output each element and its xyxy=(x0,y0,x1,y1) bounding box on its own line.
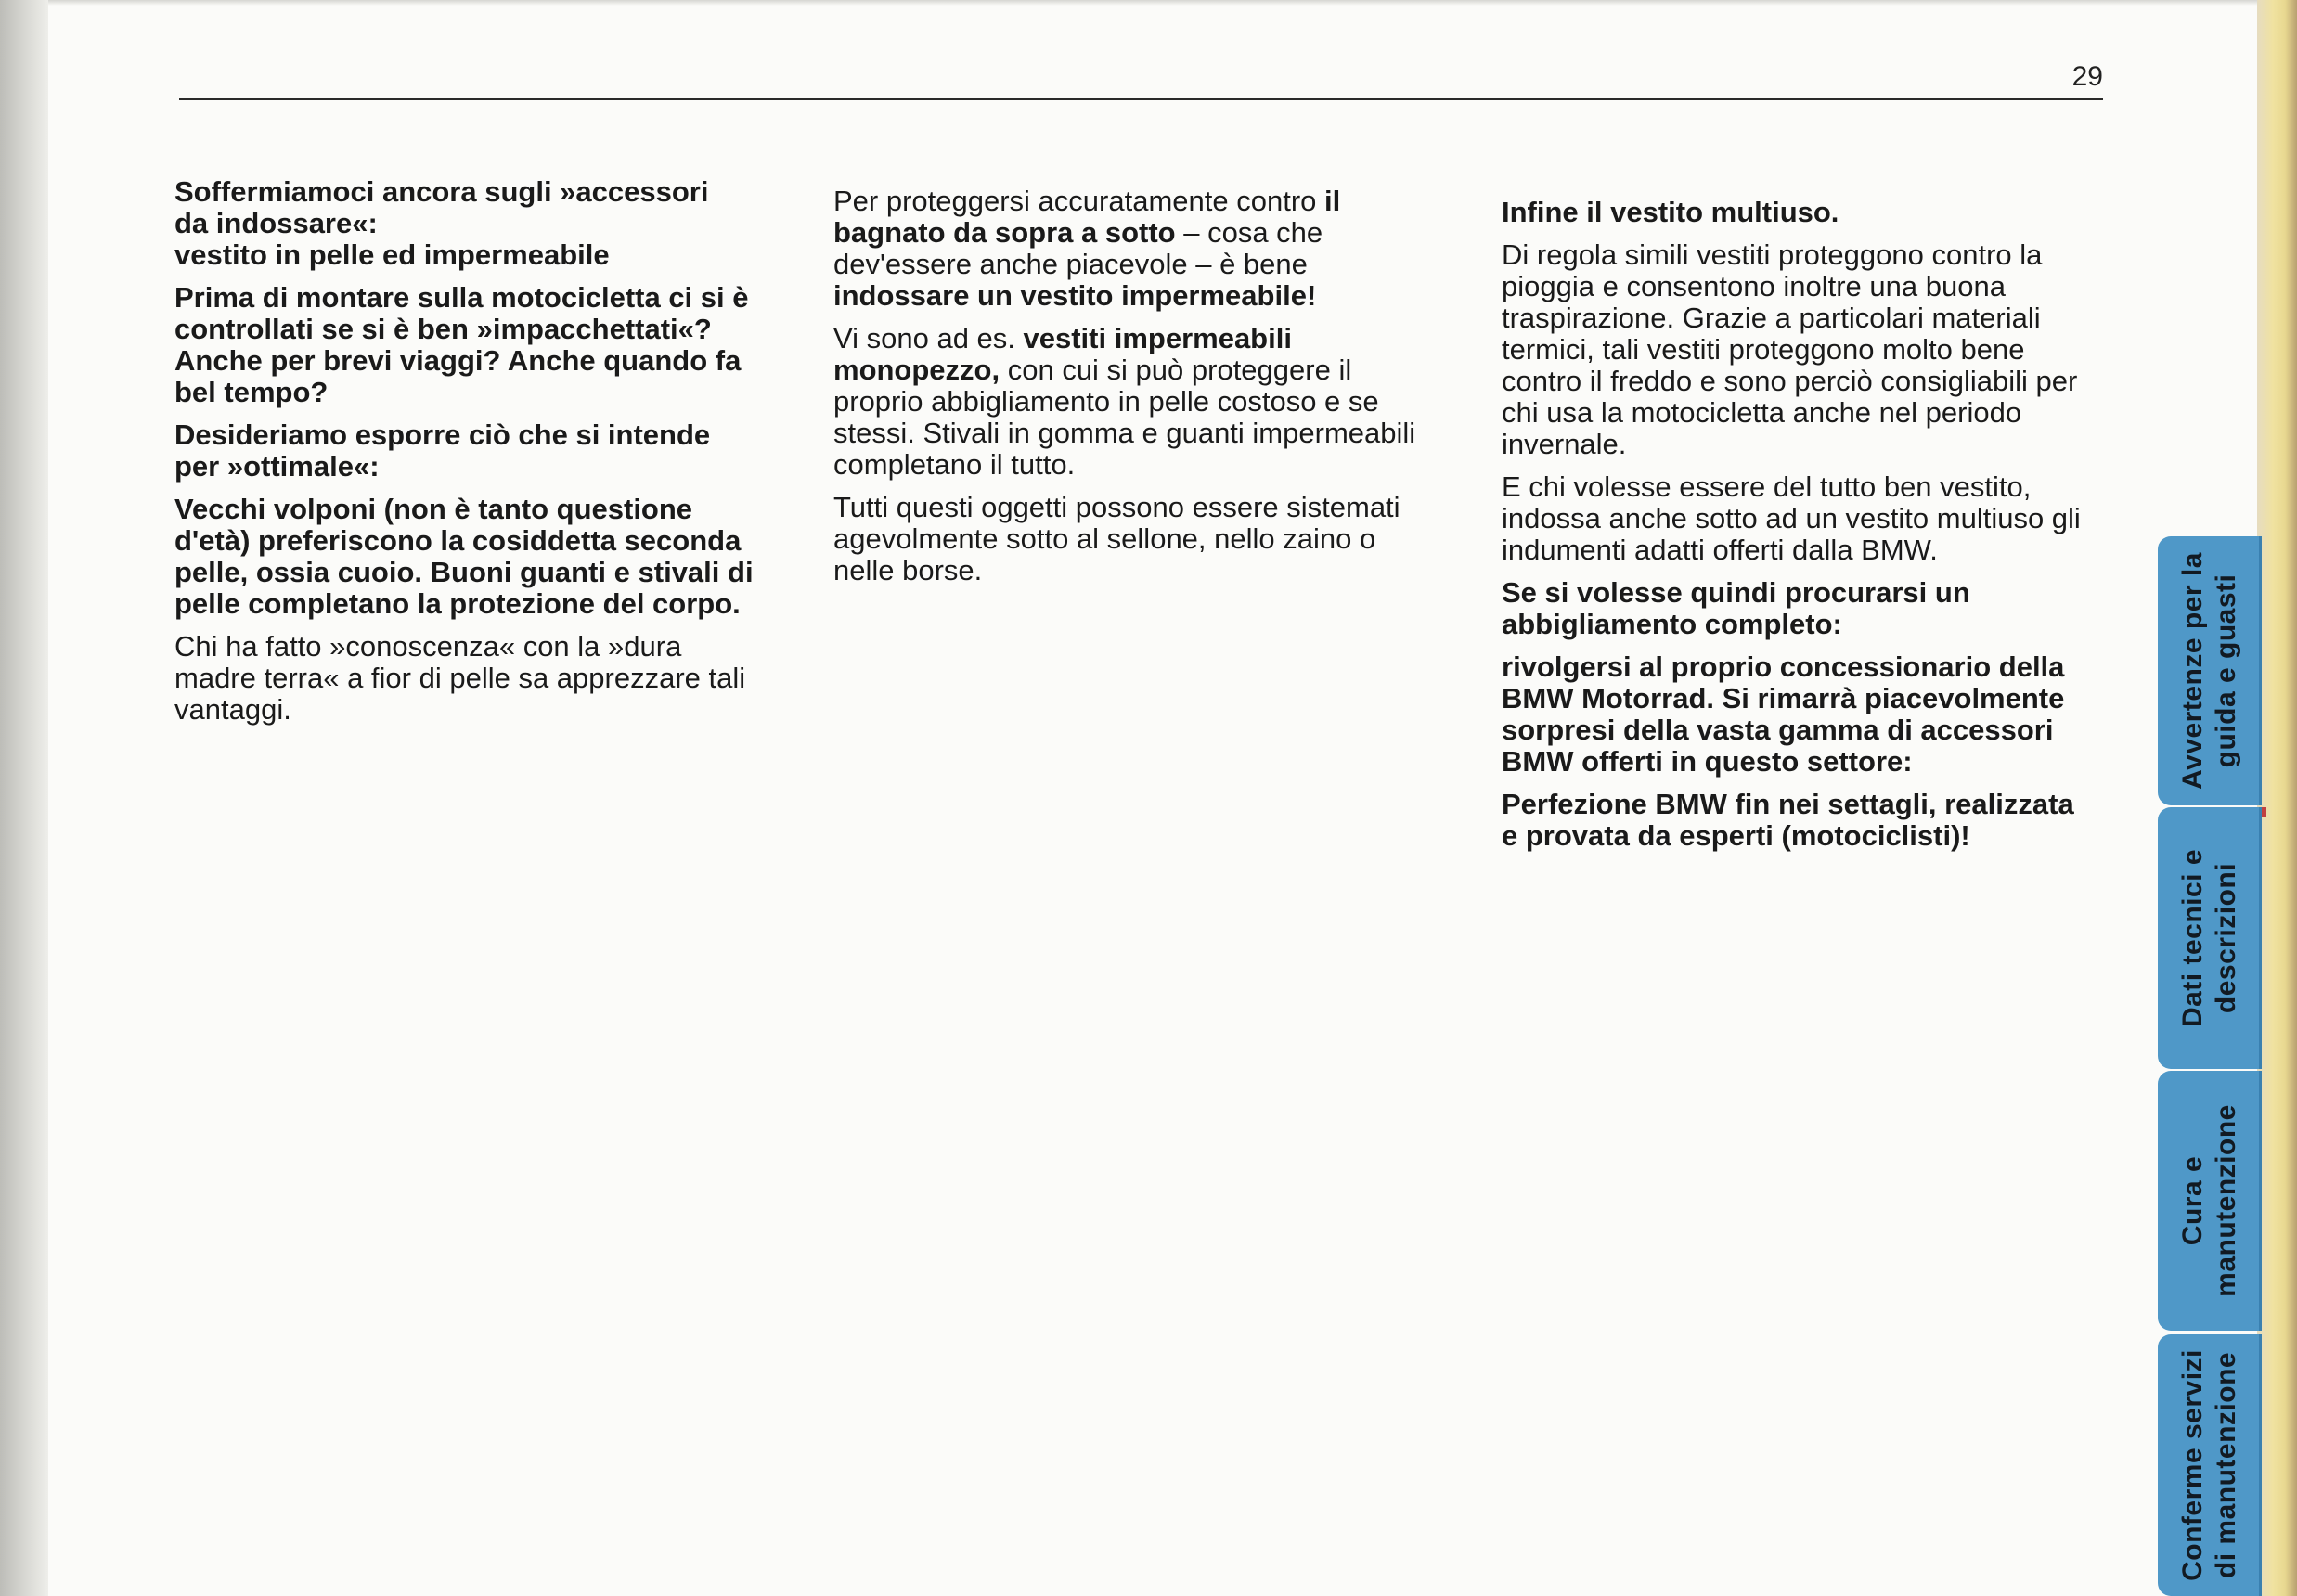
tab-label xyxy=(2176,849,2243,1027)
tab-label-line-1: Cura e xyxy=(2177,1155,2208,1246)
page-number: 29 xyxy=(2071,61,2103,92)
tab-label-line-2: manutenzione xyxy=(2211,1104,2241,1297)
paragraph-optimal: Desideriamo esporre ciò che si intende per »ottimale«: xyxy=(174,418,711,483)
paragraph-leather: Vecchi volponi (non è tanto questione d'età) preferiscono la cosiddetta seconda pelle, ossia cuoio. Buoni guanti e stivali di pelle completano la protezione del corpo. xyxy=(174,493,754,620)
tab-label-line-2: descrizioni xyxy=(2211,862,2241,1014)
page-top-edge xyxy=(48,0,2257,6)
paragraph-storage: Tutti questi oggetti possono essere sistemati agevolmente sotto al sellone, nello zaino o nelle borse. xyxy=(833,491,1400,586)
tab-label xyxy=(2176,1349,2243,1581)
emphasis-raincoat: indossare un vestito impermeabile! xyxy=(833,279,1317,312)
paragraph-complete-outfit: Se si volesse quindi procurarsi un abbigliamento completo: xyxy=(1502,576,1970,640)
header-rule xyxy=(179,98,2103,100)
paragraph-well-dressed: E chi volesse essere del tutto ben vestito, indossa anche sotto ad un vestito multiuso gli indumenti adatti offerti dalla BMW. xyxy=(1502,470,2081,566)
paragraph-multiuse: Di regola simili vestiti proteggono contro la pioggia e consentono inoltre una buona traspirazione. Grazie a particolari materiali termici, tali vestiti proteggono molto bene contro il freddo e sono perciò consigliabili per chi usa la motocicletta anche nel periodo invernale. xyxy=(1502,238,2078,460)
tab-technical-data[interactable] xyxy=(2158,807,2262,1069)
paragraph-perfection: Perfezione BMW fin nei settagli, realizzata e provata da esperti (motociclisti)! xyxy=(1502,788,2074,852)
paragraph-onepiece xyxy=(833,323,1427,481)
tab-care-maintenance[interactable] xyxy=(2158,1071,2262,1331)
page-right-edge xyxy=(2257,0,2297,1596)
column-right xyxy=(1502,197,2096,863)
emphasis-wet: il bagnato da sopra a sotto xyxy=(833,185,1341,249)
paragraph-questions: Prima di montare sulla motocicletta ci si è controllati se si è ben »impacchettati«? Anche per brevi viaggi? Anche quando fa bel tempo? xyxy=(174,281,749,408)
tab-label-line-2: guida e guasti xyxy=(2211,573,2241,768)
tab-label-line-2: di manutenzione xyxy=(2211,1351,2241,1579)
tab-driving-tips[interactable] xyxy=(2158,536,2262,805)
text-span: Vi sono ad es. xyxy=(833,322,1024,354)
text-span: – cosa che dev'essere anche piacevole – è bene xyxy=(833,216,1323,280)
tab-label xyxy=(2176,552,2243,790)
intro-line-1: Soffermiamoci ancora sugli »accessori xyxy=(174,175,709,208)
tab-label-line-1: Conferme servizi xyxy=(2177,1349,2208,1581)
column-middle xyxy=(833,186,1427,598)
tab-label-line-1: Dati tecnici e xyxy=(2177,848,2208,1028)
text-span: con cui si può proteggere il proprio abbigliamento in pelle costoso e se stessi. Stivali in gomma e guanti impermeabili completano il tutto. xyxy=(833,354,1416,481)
tab-label-line-1: Avvertenze per la xyxy=(2177,552,2208,790)
intro-line-2: da indossare«: xyxy=(174,207,378,239)
column-left xyxy=(174,176,759,737)
intro-line-3: vestito in pelle ed impermeabile xyxy=(174,238,610,271)
intro-heading xyxy=(174,176,759,271)
page-binding-shadow xyxy=(0,0,48,1596)
text-span: Per proteggersi accuratamente contro xyxy=(833,185,1324,217)
emphasis-onepiece: vestiti impermeabili monopezzo, xyxy=(833,322,1292,386)
paragraph-dealer: rivolgersi al proprio concessionario della BMW Motorrad. Si rimarrà piacevolmente sorpresi della vasta gamma di accessori BMW offerti in questo settore: xyxy=(1502,650,2065,778)
tab-service-confirmations[interactable] xyxy=(2158,1334,2262,1596)
paragraph-rain-protection xyxy=(833,186,1427,312)
paragraph-experience: Chi ha fatto »conoscenza« con la »dura madre terra« a fior di pelle sa apprezzare tali vantaggi. xyxy=(174,630,746,726)
heading-multiuse: Infine il vestito multiuso. xyxy=(1502,196,1839,228)
tab-label xyxy=(2176,1104,2243,1297)
